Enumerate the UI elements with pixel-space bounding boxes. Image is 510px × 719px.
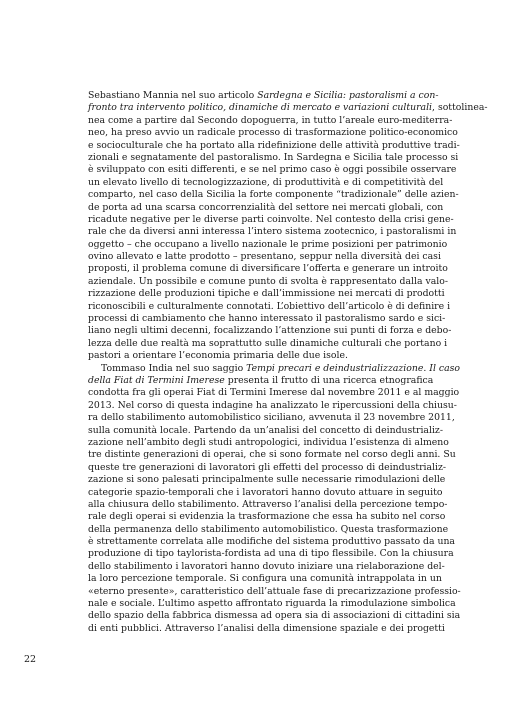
text-line bbox=[88, 114, 453, 127]
text-line bbox=[88, 213, 454, 226]
text-line bbox=[88, 560, 445, 573]
text-line bbox=[88, 226, 457, 238]
text-line bbox=[88, 387, 460, 399]
text-run: «eterno presente», caratteristico dell’attuale fase di precarizzazione professio- bbox=[88, 585, 461, 597]
text-run: zazione nell’ambito degli studi antropologici, individua l’esistenza di almeno bbox=[88, 436, 449, 448]
text-run: oggetto – che occupano a livello nazionale le prime posizioni per patrimonio bbox=[88, 238, 448, 250]
text-run: processi di cambiamento che hanno interessato il pastoralismo sardo e sici- bbox=[88, 313, 446, 325]
text-line bbox=[88, 288, 445, 300]
italic-text: Sardegna e Sicilia: pastoralismi a con- bbox=[257, 90, 439, 101]
text-line bbox=[88, 573, 442, 585]
text-line bbox=[88, 164, 457, 176]
text-line bbox=[88, 275, 448, 288]
text-line bbox=[88, 474, 446, 486]
text-run: dello stabilimento i lavoratori hanno dovuto iniziare una rielaborazione del- bbox=[88, 560, 445, 572]
text-run: presenta il frutto di una ricerca etnografica bbox=[224, 374, 434, 386]
text-line bbox=[88, 325, 452, 337]
text-run: , sottolinea- bbox=[432, 102, 488, 114]
text-line bbox=[88, 536, 455, 548]
text-run: nale e sociale. L’ultimo aspetto affrontato riguarda la rimodulazione simbolica bbox=[88, 598, 456, 610]
text-run: comparto, nel caso della Sicilia la forte componente “tradizionale” delle azien- bbox=[88, 189, 459, 201]
text-run: lezza delle due realtà ma soprattutto sulle dinamiche culturali che portano i bbox=[88, 337, 448, 349]
text-run: un elevato livello di tecnologizzazione, di produttività e di competitività del bbox=[88, 176, 444, 188]
text-line bbox=[88, 127, 458, 139]
text-run: rale che da diversi anni interessa l’intero sistema zootecnico, i pastoralismi in bbox=[88, 226, 457, 238]
text-run: ricadute negative per le diverse parti coinvolte. Nel contesto della crisi gene- bbox=[88, 213, 454, 225]
text-run: è strettamente correlata alle modifiche del sistema produttivo passato da una bbox=[88, 536, 455, 548]
text-run: pastori a orientare l’economia primaria delle due isole. bbox=[88, 350, 348, 362]
text-line bbox=[88, 337, 448, 350]
text-line bbox=[88, 622, 445, 635]
text-run: rizzazione delle produzioni tipiche e dall’immissione nei mercati di prodotti bbox=[88, 288, 445, 300]
text-run: ra dello stabilimento automobilistico siciliano, avvenuta il 23 novembre 2011, bbox=[88, 412, 455, 424]
text-run: rale degli operai si evidenzia la trasformazione che essa ha subito nel corso bbox=[88, 511, 446, 523]
text-run: e socioculturale che ha portato alla ridefinizione delle attività produttive tradi- bbox=[88, 139, 460, 151]
text-line bbox=[88, 362, 460, 375]
paragraph-india bbox=[88, 362, 461, 636]
text-run: Tommaso India nel suo saggio bbox=[101, 362, 247, 374]
text-line bbox=[88, 313, 446, 325]
text-run: aziendale. Un possibile e comune punto di svolta è rappresentato dalla valo- bbox=[88, 275, 448, 287]
text-run: riconoscibili e culturalmente connotati. L’obiettivo dell’articolo è di definire i bbox=[88, 300, 451, 312]
text-run: della permanenza dello stabilimento automobilistico. Questa trasformazione bbox=[88, 523, 449, 535]
text-run: proposti, il problema comune di diversificare l’offerta e generare un introito bbox=[88, 263, 448, 275]
italic-text: della Fiat di Termini Imerese bbox=[88, 374, 225, 386]
text-run: è sviluppato con esiti differenti, e se nel primo caso è oggi possibile osservare bbox=[88, 164, 457, 176]
text-run: neo, ha preso avvio un radicale processo di trasformazione politico-economico bbox=[88, 127, 458, 139]
text-run: liano negli ultimi decenni, focalizzando l’attenzione sui punti di forza e debo- bbox=[88, 325, 452, 337]
text-run: produzione di tipo taylorista-fordista ad una di tipo flessibile. Con la chiusura bbox=[88, 548, 454, 560]
text-run: alla chiusura dello stabilimento. Attraverso l’analisi della percezione tempo- bbox=[88, 498, 448, 510]
text-line bbox=[88, 461, 447, 474]
text-run: nea come a partire dal Secondo dopoguerra, in tutto l’areale euro-mediterra- bbox=[88, 114, 453, 126]
text-line bbox=[88, 424, 443, 437]
text-run: tre distinte generazioni di operai, che si sono formate nel corso degli anni. Su bbox=[88, 449, 456, 461]
text-line bbox=[88, 585, 461, 598]
text-line bbox=[88, 412, 455, 424]
text-line bbox=[88, 375, 433, 387]
text-line bbox=[88, 498, 448, 511]
text-line bbox=[88, 90, 439, 102]
text-line bbox=[88, 238, 448, 251]
text-run: dello spazio della fabbrica dismessa ad opera sia di associazioni di cittadini sia bbox=[88, 610, 461, 622]
text-run: condotta fra gli operai Fiat di Termini Imerese dal novembre 2011 e al maggio bbox=[88, 387, 460, 399]
text-line bbox=[88, 263, 448, 275]
text-run: zionali e segnatamente del pastoralismo. In Sardegna e Sicilia tale processo si bbox=[88, 151, 459, 163]
italic-text: fronto tra intervento politico, dinamiche di mercato e variazioni culturali bbox=[88, 102, 433, 114]
text-line bbox=[88, 598, 456, 610]
body-text bbox=[88, 90, 488, 635]
text-run: 2013. Nel corso di questa indagine ha analizzato le ripercussioni della chiusu- bbox=[88, 399, 457, 411]
text-line bbox=[88, 610, 461, 622]
text-line bbox=[88, 251, 441, 263]
text-run: sulla comunità locale. Partendo da un’analisi del concetto di deindustrializ- bbox=[88, 424, 443, 436]
text-line bbox=[88, 399, 457, 412]
text-run: de porta ad una scarsa concorrenzialità del settore nei mercati globali, con bbox=[88, 201, 444, 213]
italic-text: Tempi precari e deindustrializzazione. Il caso bbox=[246, 362, 460, 374]
text-line bbox=[88, 523, 449, 536]
paragraph-mannia bbox=[88, 90, 488, 363]
text-line bbox=[88, 151, 459, 164]
text-line bbox=[88, 102, 488, 114]
text-line bbox=[88, 300, 451, 313]
text-line bbox=[88, 139, 460, 152]
text-line bbox=[88, 486, 443, 499]
text-line bbox=[88, 189, 459, 201]
text-run: zazione si sono palesati principalmente sulle necessarie rimodulazioni delle bbox=[88, 474, 446, 486]
page-number: 22 bbox=[24, 654, 37, 665]
text-line bbox=[88, 436, 449, 449]
text-run: categorie spazio-temporali che i lavoratori hanno dovuto attuare in seguito bbox=[88, 486, 443, 498]
text-line bbox=[88, 511, 446, 523]
text-run: Sebastiano Mannia nel suo articolo bbox=[88, 90, 258, 101]
text-line bbox=[88, 548, 454, 560]
text-line bbox=[88, 176, 444, 189]
text-run: queste tre generazioni di lavoratori gli effetti del processo di deindustrializ- bbox=[88, 461, 447, 473]
text-run: la loro percezione temporale. Si configura una comunità intrappolata in un bbox=[88, 573, 442, 585]
text-run: di enti pubblici. Attraverso l’analisi della dimensione spaziale e dei progetti bbox=[88, 622, 445, 634]
text-line bbox=[88, 449, 456, 461]
text-line bbox=[88, 350, 433, 362]
text-line bbox=[88, 201, 444, 214]
text-run: ovino allevato e latte prodotto – presentano, seppur nella diversità dei casi bbox=[88, 251, 441, 263]
